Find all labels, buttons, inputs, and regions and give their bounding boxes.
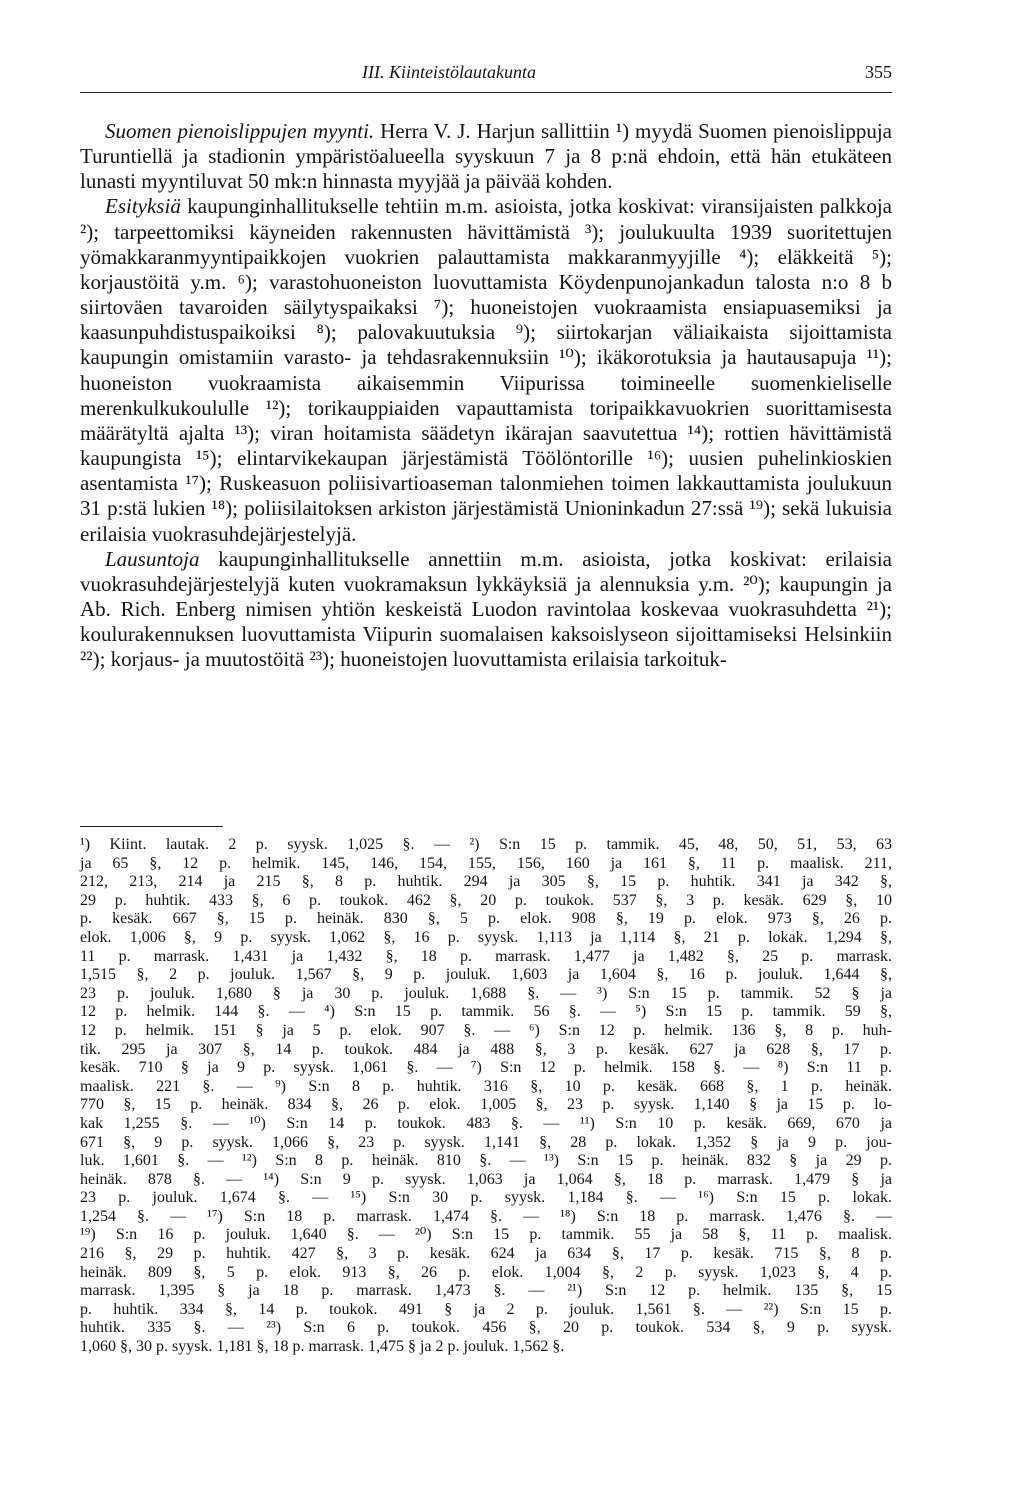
footnote-line: huhtik. 335 §. — ²³) S:n 6 p. toukok. 456 §, 20 p. toukok. 534 §, 9 p. syysk. xyxy=(80,1319,892,1337)
footnote-line: marrask. 1,395 § ja 18 p. marrask. 1,473 §. — ²¹) S:n 12 p. helmik. 135 §, 15 xyxy=(80,1282,892,1300)
paragraph-pienoisliput xyxy=(80,119,892,194)
footnotes xyxy=(80,836,892,1357)
footnote-line: 23 p. jouluk. 1,674 §. — ¹⁵) S:n 30 p. syysk. 1,184 §. — ¹⁶) S:n 15 p. lokak. xyxy=(80,1189,892,1207)
page-number: 355 xyxy=(865,62,892,82)
footnote-line: 671 §, 9 p. syysk. 1,066 §, 23 p. syysk. 1,141 §, 28 p. lokak. 1,352 § ja 9 p. jou- xyxy=(80,1133,892,1151)
paragraph-text: kaupunginhallitukselle tehtiin m.m. asioista, jotka koskivat: viransijaisten palkkoja ²); tarpeettomiksi käyneiden rakennusten hävittämistä ³); joulukuulta 1939 suoritettujen yömakkaranmyyntipaikkojen vuokrien palauttamista makkaranmyyjille ⁴); eläkkeitä ⁵); korjaustöitä y.m. ⁶); varastohuoneiston luovuttamista Köydenpunojankadun talosta n:o 8 b siirtoväen tavaroiden säilytyspaikaksi ⁷); huoneistojen vuokraamista ensiapuasemiksi ja kaasunpuhdistuspaikoiksi ⁸); palovakuutuksia ⁹); siirtokarjan väliaikaista sijoittamista kaupungin omistamiin varasto- ja tehdasrakennuksiin ¹⁰); ikäkorotuksia ja hautausapuja ¹¹); huoneiston vuokraamista aikaisemmin Viipurissa toimineelle suomenkieliselle merenkulkukoululle ¹²); torikauppiaiden vapauttamista toripaikkavuokrien suorittamisesta määrätyltä ajalta ¹³); viran hoitamista säädetyn ikärajan saavutettua ¹⁴); rottien hävittämistä kaupungista ¹⁵); elintarvikekaupan järjestämistä Töölöntorille ¹⁶); uusien puhelinkioskien asentamista ¹⁷); Ruskeasuon poliisivartioaseman talonmiehen toimen lakkauttamista joulukuun 31 p:stä lukien ¹⁸); poliisilaitoksen arkiston järjestämistä Unioninkadun 27:ssä ¹⁹); sekä lukuisia erilaisia vuokrasuhdejärjestelyjä. xyxy=(80,194,892,546)
footnote-line: 216 §, 29 p. huhtik. 427 §, 3 p. kesäk. 624 ja 634 §, 17 p. kesäk. 715 §, 8 p. xyxy=(80,1245,892,1263)
footnote-line: 1,060 §, 30 p. syysk. 1,181 §, 18 p. marrask. 1,475 § ja 2 p. jouluk. 1,562 §. xyxy=(80,1338,565,1356)
paragraph-lausuntoja xyxy=(80,547,892,673)
footnote-line: tik. 295 ja 307 §, 14 p. toukok. 484 ja 488 §, 3 p. kesäk. 627 ja 628 §, 17 p. xyxy=(80,1040,892,1058)
body-text xyxy=(80,119,892,672)
footnote-line: 12 p. helmik. 144 §. — ⁴) S:n 15 p. tammik. 56 §. — ⁵) S:n 15 p. tammik. 59 §, xyxy=(80,1003,892,1021)
footnote-line: 11 p. marrask. 1,431 ja 1,432 §, 18 p. marrask. 1,477 ja 1,482 §, 25 p. marrask. xyxy=(80,947,892,965)
paragraph-lead: Suomen pienoislippujen myynti. xyxy=(105,119,375,143)
footnote-line: p. huhtik. 334 §, 14 p. toukok. 491 § ja 2 p. jouluk. 1,561 §. — ²²) S:n 15 p. xyxy=(80,1300,892,1318)
header-title: III. Kiinteistölautakunta xyxy=(362,62,536,82)
paragraph-text: kaupunginhallitukselle annettiin m.m. asioista, jotka koskivat: erilaisia vuokrasuhdejärjestelyjä kuten vuokramaksun lykkäyksiä ja alennuksia y.m. ²⁰); kaupungin ja Ab. Rich. Enberg nimisen yhtiön keskeistä Luodon ravintolaa koskevaa vuokrasuhdetta ²¹); koulurakennuksen luovuttamista Viipurin suomalaisen kaksoislyseon sijoittamiseksi Helsinkiin ²²); korjaus- ja muutostöitä ²³); huoneistojen luovuttamista erilaisia tarkoituk- xyxy=(80,546,892,672)
footnote-line: kesäk. 710 § ja 9 p. syysk. 1,061 §. — ⁷) S:n 12 p. helmik. 158 §. — ⁸) S:n 11 p. xyxy=(80,1059,892,1077)
footnote-line: ja 65 §, 12 p. helmik. 145, 146, 154, 155, 156, 160 ja 161 §, 11 p. maalisk. 211, xyxy=(80,854,892,872)
footnote-line: 23 p. jouluk. 1,680 § ja 30 p. jouluk. 1,688 §. — ³) S:n 15 p. tammik. 52 § ja xyxy=(80,984,892,1002)
footnote-line: 1,515 §, 2 p. jouluk. 1,567 §, 9 p. jouluk. 1,603 ja 1,604 §, 16 p. jouluk. 1,644 §, xyxy=(80,966,892,984)
footnote-line: 770 §, 15 p. heinäk. 834 §, 26 p. elok. 1,005 §, 23 p. syysk. 1,140 § ja 15 p. lo- xyxy=(80,1096,892,1114)
footnote-line: ¹⁹) S:n 16 p. jouluk. 1,640 §. — ²⁰) S:n 15 p. tammik. 55 ja 58 §, 11 p. maalisk. xyxy=(80,1226,892,1244)
paragraph-text: Herra V. J. Harjun sallittiin ¹) myydä Suomen pienoislippuja Turuntiellä ja stadionin ympäristöalueella syyskuun 7 ja 8 p:nä ehdoin, että hän etukäteen lunasti myyntiluvat 50 mk:n hinnasta myyjää ja päivää kohden. xyxy=(80,119,892,194)
footnote-line: heinäk. 809 §, 5 p. elok. 913 §, 26 p. elok. 1,004 §, 2 p. syysk. 1,023 §, 4 p. xyxy=(80,1263,892,1281)
footnote-line: elok. 1,006 §, 9 p. syysk. 1,062 §, 16 p. syysk. 1,113 ja 1,114 §, 21 p. lokak. 1,294 §, xyxy=(80,928,892,946)
footnote-line: 212, 213, 214 ja 215 §, 8 p. huhtik. 294 ja 305 §, 15 p. huhtik. 341 ja 342 §, xyxy=(80,873,892,891)
footnote-line: p. kesäk. 667 §, 15 p. heinäk. 830 §, 5 p. elok. 908 §, 19 p. elok. 973 §, 26 p. xyxy=(80,910,892,928)
footnote-line: maalisk. 221 §. — ⁹) S:n 8 p. huhtik. 316 §, 10 p. kesäk. 668 §, 1 p. heinäk. xyxy=(80,1077,892,1095)
footnote-line: 1,254 §. — ¹⁷) S:n 18 p. marrask. 1,474 §. — ¹⁸) S:n 18 p. marrask. 1,476 §. — xyxy=(80,1207,892,1225)
running-header xyxy=(80,62,892,93)
footnote-line: ¹) Kiint. lautak. 2 p. syysk. 1,025 §. — ²) S:n 15 p. tammik. 45, 48, 50, 51, 53, 63 xyxy=(80,836,892,853)
footnote-line: heinäk. 878 §. — ¹⁴) S:n 9 p. syysk. 1,063 ja 1,064 §, 18 p. marrask. 1,479 § ja xyxy=(80,1170,892,1188)
footnote-line: 12 p. helmik. 151 § ja 5 p. elok. 907 §. — ⁶) S:n 12 p. helmik. 136 §, 8 p. huh- xyxy=(80,1021,892,1039)
footnote-rule xyxy=(80,826,223,827)
footnote-line: kak 1,255 §. — ¹⁰) S:n 14 p. toukok. 483 §. — ¹¹) S:n 10 p. kesäk. 669, 670 ja xyxy=(80,1114,892,1132)
paragraph-lead: Lausuntoja xyxy=(105,546,200,571)
footnote-line: 29 p. huhtik. 433 §, 6 p. toukok. 462 §, 20 p. toukok. 537 §, 3 p. kesäk. 629 §, 10 xyxy=(80,891,892,909)
paragraph-lead: Esityksiä xyxy=(105,194,181,219)
paragraph-esityksia xyxy=(80,194,892,546)
footnote-line: luk. 1,601 §. — ¹²) S:n 8 p. heinäk. 810 §. — ¹³) S:n 15 p. heinäk. 832 § ja 29 p. xyxy=(80,1152,892,1170)
